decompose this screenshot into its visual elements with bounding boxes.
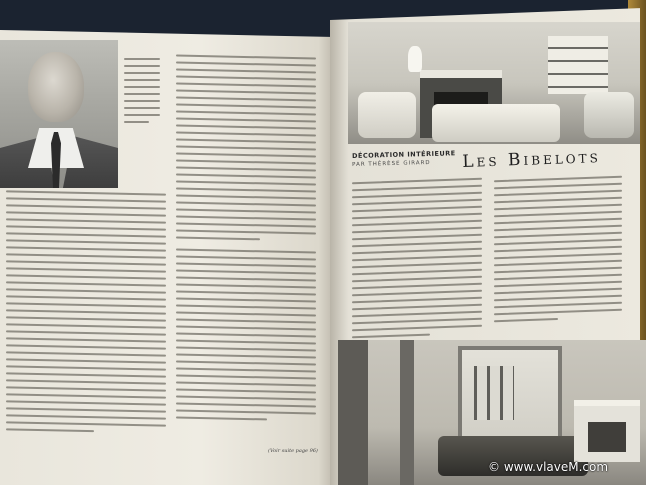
mantelpiece — [574, 400, 640, 462]
dark-wall — [338, 340, 368, 485]
bookshelf — [548, 36, 608, 94]
byline: PAR THÉRÈSE GIRARD — [352, 159, 431, 168]
right-text-column-2 — [494, 176, 622, 327]
section-label: DÉCORATION INTÉRIEURE — [352, 149, 456, 160]
column — [400, 340, 414, 485]
continued-note: (Voir suite page 96) — [268, 448, 318, 454]
left-text-column-1 — [6, 190, 166, 438]
portrait-caption-column — [124, 58, 160, 128]
vase — [408, 46, 422, 72]
chair — [584, 92, 634, 138]
article-title: Les Bibelots — [462, 147, 602, 172]
sofa — [432, 104, 560, 142]
portrait-head — [28, 52, 84, 122]
window — [474, 366, 514, 420]
armchair — [358, 92, 416, 138]
interior-photo-top — [348, 22, 640, 144]
portrait-photo — [0, 40, 118, 188]
left-text-column-top — [176, 55, 316, 247]
left-text-column-2 — [176, 249, 316, 427]
right-text-column-1 — [352, 178, 482, 344]
watermark: © www.vlaveM.com — [488, 460, 609, 474]
